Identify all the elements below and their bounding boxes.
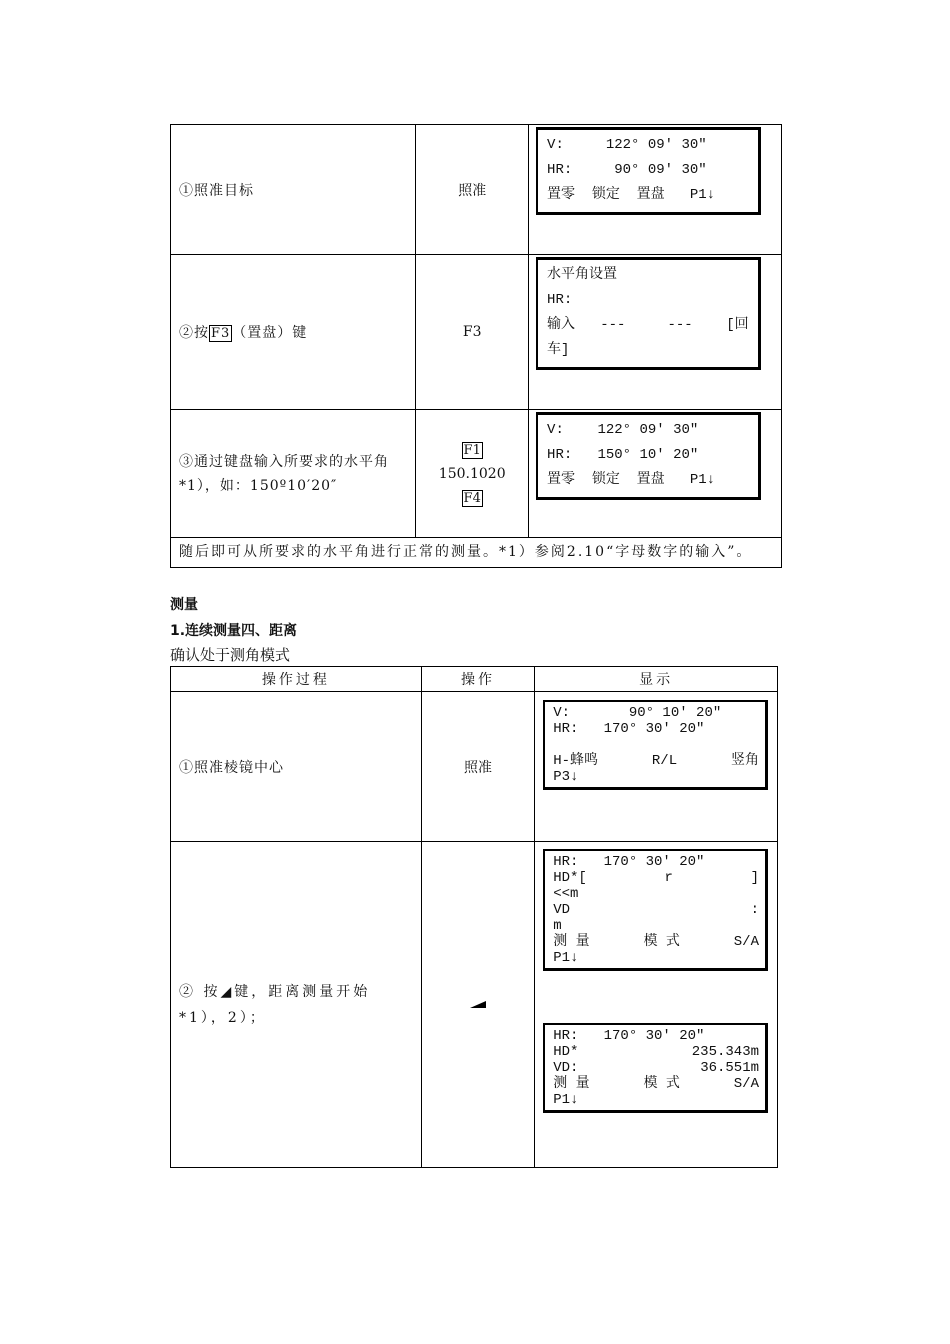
screen-line: V: 122° 09′ 30″ [547,422,699,438]
table-header-row [171,667,778,692]
f1-key-icon: F1 [463,442,481,458]
note-cell: 随后即可从所要求的水平角进行正常的测量。*1）参阅2.10“字母数字的输入”。 [171,538,782,568]
column-header: 显示 [535,667,778,692]
step-cell: ② 按◢键，距离测量开始*1），2）； [171,842,422,1168]
screen-menu: 测 量 模 式 S/A [553,1076,759,1092]
table-row [171,538,782,568]
step-cell: ③通过键盘输入所要求的水平角*1），如：150º10′20″ [171,410,416,538]
screen-page: P1↓ [553,950,579,966]
display-cell [529,125,782,255]
screen-line: HR: [547,292,573,308]
screen-menu: H-蜂鸣 R/L 竖角 [553,753,759,769]
screen-line: HD*[ r ] [553,870,759,886]
operation-cell: 照准 [421,692,534,842]
screen-line [553,737,759,753]
screen-line: V: 90° 10′ 20″ [553,705,722,721]
screen-line: HR: 90° 09′ 30″ [547,162,707,178]
instrument-screen [536,412,761,500]
screen-line: 水平角设置 [547,267,618,283]
operation-cell: 照准 [416,125,529,255]
distance-key-icon [470,1001,486,1008]
f3-key-icon: F3 [211,326,231,341]
screen-line: HR: 150° 10′ 20″ [547,447,699,463]
screen-line: VD : [553,902,759,918]
instrument-screen [536,127,761,215]
operation-cell [421,842,534,1168]
screen-line: 车] [547,342,570,358]
step-cell: ①照准棱镜中心 [171,692,422,842]
step-cell: ②按 F3 （置盘）键 [171,255,416,410]
table-row [171,842,778,1168]
subsection-title: 1.连续测量四、距离 [170,623,298,639]
instrument-screen [543,849,768,971]
screen-line: HR: 170° 30′ 20″ [553,854,705,870]
column-header: 操作过程 [171,667,422,692]
display-cell [535,842,778,1168]
operation-cell: F3 [416,255,529,410]
screen-page: P3↓ [553,769,579,785]
screen-line: HD* 235.343m [553,1044,759,1060]
distance-measure-table [170,666,778,1168]
screen-line: HR: 170° 30′ 20″ [553,1028,705,1044]
instrument-screen [536,257,761,370]
screen-page: P1↓ [553,1092,579,1108]
screen-line: V: 122° 09′ 30″ [547,137,707,153]
screen-menu: 测 量 模 式 S/A [553,934,759,950]
table-row [171,255,782,410]
display-cell [529,410,782,538]
table-row [171,125,782,255]
display-cell [535,692,778,842]
angle-setting-table [170,124,782,568]
screen-line: 置零 锁定 置盘 P1↓ [547,472,716,488]
intro-text: 确认处于测角模式 [170,646,291,664]
f4-key-icon: F4 [463,490,481,506]
screen-line: <<m [553,886,579,902]
display-cell [529,255,782,410]
table-row [171,692,778,842]
screen-line: HR: 170° 30′ 20″ [553,721,705,737]
screen-line: 输入 --- --- [回 [547,317,749,333]
screen-line: m [553,918,562,934]
table-row [171,410,782,538]
column-header: 操作 [421,667,534,692]
instrument-screen [543,1023,768,1113]
operation-cell: F1 150.1020 F4 [416,410,529,538]
screen-line: VD: 36.551m [553,1060,759,1076]
step-cell: ①照准目标 [171,125,416,255]
instrument-screen [543,700,768,790]
screen-line: 置零 锁定 置盘 P1↓ [547,187,716,203]
section-title: 测量 [170,597,198,613]
